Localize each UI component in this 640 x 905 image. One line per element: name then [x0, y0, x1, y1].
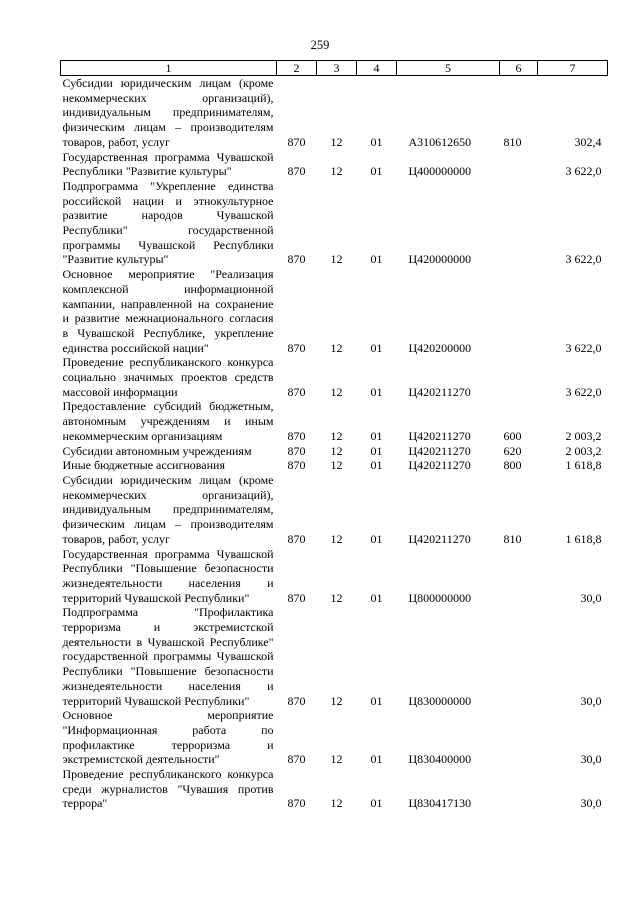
column-header-7: 7 [538, 61, 608, 76]
row-ministry-code: 870 [287, 252, 306, 267]
table-row [61, 355, 608, 399]
table-header [61, 61, 608, 76]
column-header-5: 5 [397, 61, 500, 76]
row-ministry-code: 870 [287, 134, 306, 149]
row-target-code: Ц830400000 [408, 752, 472, 767]
table-row [61, 399, 608, 443]
row-section: 12 [330, 428, 343, 443]
row-amount: 3 622,0 [565, 340, 602, 355]
row-name: Субсидии юридическим лицам (кроме некоммерческих организаций), индивидуальным предпринимателям, физическим лицам – производителям товаров, работ, услуг [62, 472, 274, 546]
column-header-4: 4 [357, 61, 397, 76]
column-header-1: 1 [61, 61, 277, 76]
table-row [61, 708, 608, 767]
budget-table [60, 60, 608, 811]
row-subsection: 01 [370, 428, 383, 443]
row-amount: 30,0 [580, 693, 602, 708]
row-amount: 30,0 [580, 796, 602, 811]
row-ministry-code: 870 [287, 693, 306, 708]
row-name: Субсидии автономным учреждениям [62, 443, 252, 458]
row-subsection: 01 [370, 458, 383, 473]
row-ministry-code: 870 [287, 796, 306, 811]
row-section: 12 [330, 340, 343, 355]
row-amount: 3 622,0 [565, 252, 602, 267]
row-target-code: Ц420200000 [408, 340, 472, 355]
row-amount: 1 618,8 [565, 531, 602, 546]
row-section: 12 [330, 134, 343, 149]
row-subsection: 01 [370, 384, 383, 399]
row-section: 12 [330, 252, 343, 267]
row-expense-type [500, 150, 538, 179]
row-name: Иные бюджетные ассигнования [62, 458, 225, 473]
row-target-code: Ц420000000 [408, 252, 472, 267]
row-amount: 30,0 [580, 752, 602, 767]
row-name: Подпрограмма "Профилактика терроризма и экстремистской деятельности в Чувашской Республике" государственной программы Чувашской Республики "Повышение безопасности жизнедеятельности населения и территорий Чувашской Республики" [62, 605, 274, 708]
table-body [61, 76, 608, 812]
row-target-code: Ц420211270 [408, 384, 471, 399]
row-target-code: Ц400000000 [408, 164, 472, 179]
row-amount: 1 618,8 [565, 458, 602, 473]
row-name: Подпрограмма "Укрепление единства российской нации и этнокультурное развитие народов Чувашской Республики" государственной программы Чувашской Республики "Развитие культуры" [62, 178, 274, 267]
row-expense-type: 800 [503, 458, 522, 473]
row-name: Государственная программа Чувашской Республики "Развитие культуры" [62, 149, 274, 179]
row-section: 12 [330, 384, 343, 399]
row-section: 12 [330, 443, 343, 458]
row-subsection: 01 [370, 134, 383, 149]
table-row [61, 473, 608, 547]
row-amount: 30,0 [580, 590, 602, 605]
row-section: 12 [330, 796, 343, 811]
row-target-code: А310612650 [408, 134, 472, 149]
row-section: 12 [330, 752, 343, 767]
row-ministry-code: 870 [287, 752, 306, 767]
row-expense-type [500, 708, 538, 767]
row-name: Субсидии юридическим лицам (кроме некоммерческих организаций), индивидуальным предпринимателям, физическим лицам – производителям товаров, работ, услуг [62, 76, 274, 149]
row-section: 12 [330, 693, 343, 708]
column-header-3: 3 [317, 61, 357, 76]
row-expense-type [500, 179, 538, 267]
row-subsection: 01 [370, 693, 383, 708]
row-target-code: Ц420211270 [408, 428, 471, 443]
row-expense-type: 600 [503, 428, 522, 443]
row-name: Основное мероприятие "Информационная работа по профилактике терроризма и экстремистской деятельности" [62, 708, 274, 767]
row-name: Предоставление субсидий бюджетным, автономным учреждениям и иным некоммерческим организациям [62, 399, 274, 443]
page-number: 259 [310, 38, 330, 52]
row-target-code: Ц830417130 [408, 796, 472, 811]
row-section: 12 [330, 458, 343, 473]
row-expense-type [500, 767, 538, 811]
row-ministry-code: 870 [287, 164, 306, 179]
row-subsection: 01 [370, 443, 383, 458]
row-expense-type [500, 547, 538, 606]
row-expense-type: 810 [503, 531, 522, 546]
table-row [61, 458, 608, 473]
row-ministry-code: 870 [287, 531, 306, 546]
row-section: 12 [330, 164, 343, 179]
row-section: 12 [330, 590, 343, 605]
row-expense-type: 620 [503, 443, 522, 458]
row-target-code: Ц420211270 [408, 458, 471, 473]
row-name: Проведение республиканского конкурса среди журналистов "Чувашия против террора" [62, 767, 274, 811]
row-expense-type [500, 267, 538, 355]
row-subsection: 01 [370, 340, 383, 355]
row-target-code: Ц800000000 [408, 590, 472, 605]
row-amount: 3 622,0 [565, 384, 602, 399]
row-amount: 2 003,2 [565, 443, 602, 458]
row-subsection: 01 [370, 164, 383, 179]
row-ministry-code: 870 [287, 384, 306, 399]
row-expense-type: 810 [503, 134, 522, 149]
row-subsection: 01 [370, 590, 383, 605]
table-row [61, 547, 608, 606]
table-row [61, 76, 608, 150]
row-subsection: 01 [370, 796, 383, 811]
table-row [61, 605, 608, 708]
row-amount: 2 003,2 [565, 428, 602, 443]
row-subsection: 01 [370, 252, 383, 267]
row-expense-type [500, 355, 538, 399]
table-row [61, 767, 608, 811]
row-target-code: Ц830000000 [408, 693, 472, 708]
row-section: 12 [330, 531, 343, 546]
row-expense-type [500, 605, 538, 708]
column-header-2: 2 [277, 61, 317, 76]
table-row [61, 150, 608, 179]
row-subsection: 01 [370, 752, 383, 767]
row-ministry-code: 870 [287, 590, 306, 605]
row-target-code: Ц420211270 [408, 531, 471, 546]
column-header-6: 6 [500, 61, 538, 76]
row-amount: 3 622,0 [565, 164, 602, 179]
row-ministry-code: 870 [287, 340, 306, 355]
row-amount: 302,4 [574, 134, 602, 149]
row-name: Государственная программа Чувашской Республики "Повышение безопасности жизнедеятельности населения и территорий Чувашской Республики" [62, 546, 274, 605]
row-ministry-code: 870 [287, 428, 306, 443]
row-target-code: Ц420211270 [408, 443, 471, 458]
row-ministry-code: 870 [287, 443, 306, 458]
row-name: Основное мероприятие "Реализация комплексной информационной кампании, направленной на сохранение и развитие межнационального согласия в Чувашской Республике, укрепление единства российской нации" [62, 267, 274, 355]
row-name: Проведение республиканского конкурса социально значимых проектов средств массовой информации [62, 355, 274, 399]
row-ministry-code: 870 [287, 458, 306, 473]
table-row [61, 267, 608, 355]
table-row [61, 444, 608, 459]
table-row [61, 179, 608, 267]
header-row [61, 61, 608, 76]
row-subsection: 01 [370, 531, 383, 546]
